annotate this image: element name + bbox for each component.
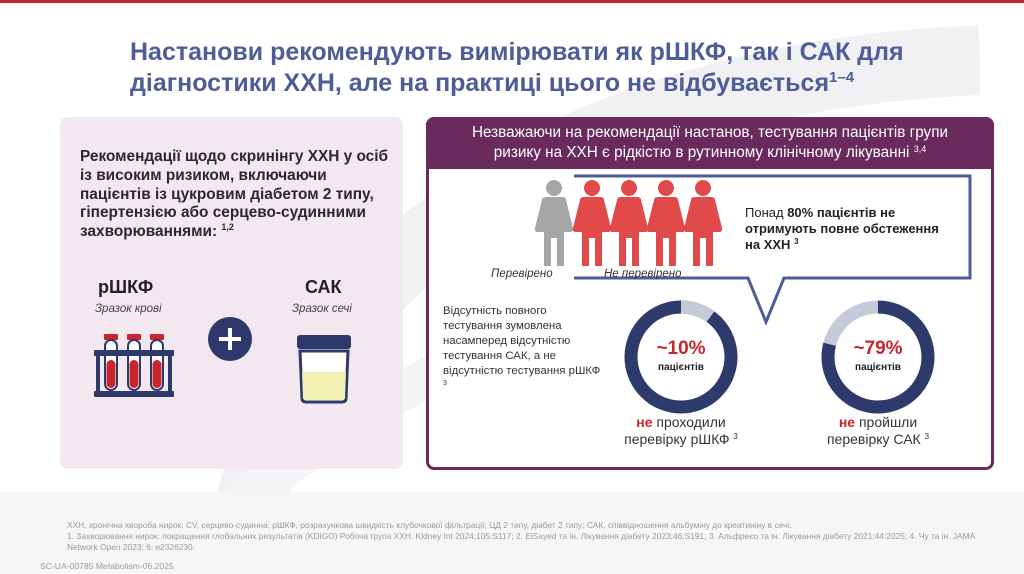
tested-person-icon (535, 180, 573, 266)
callout-bold: 80% пацієнтів не (787, 205, 896, 220)
screening-recommendation-text (80, 148, 390, 242)
uacr-result-superscript: 3 (924, 432, 930, 441)
uacr-result-text (778, 414, 978, 448)
top-accent-line (0, 0, 1024, 3)
title-superscript: 1–4 (829, 69, 855, 86)
blood-sample-label: Зразок крові (95, 303, 162, 315)
real-world-header-line-1: Незважаючи на рекомендації настанов, тестування пацієнтів групи (471, 124, 949, 141)
tested-label: Перевірено (491, 268, 553, 280)
uacr-ring-sub: пацієнтів (855, 362, 901, 373)
egfr-result-line2: перевірку рШКФ (624, 431, 730, 447)
real-world-header (426, 117, 994, 169)
egfr-result-text (581, 414, 781, 448)
patients-figures-icon (532, 176, 728, 270)
real-world-header-line-2: ризику на ХХН є рідкістю в рутинному клінічному лікуванні (493, 144, 910, 161)
blood-test-tubes-icon (92, 330, 176, 400)
real-world-header-superscript: 3,4 (913, 144, 927, 154)
uacr-label: САК (305, 277, 342, 297)
urine-sample-label: Зразок сечі (292, 303, 352, 315)
screening-text-body: Рекомендації щодо скринінгу ХХН у осіб із високим ризиком, включаючи пацієнтів із цукровим діабетом 2 типу, гіпертензією або серцево-судинними захворюваннями: (80, 148, 389, 241)
title-line-2: діагностики ХХН, але на практиці цього не відбувається (130, 69, 830, 97)
egfr-result-line1: проходили (656, 414, 726, 430)
explanation-body: Відсутність повного тестування зумовлена насамперед відсутністю тестування САК, а не відсутністю тестування рШКФ (443, 305, 601, 377)
callout-superscript: 3 (794, 237, 799, 246)
screening-text-superscript: 1,2 (221, 222, 234, 233)
uacr-result-negation: не (838, 414, 856, 430)
plus-icon (207, 316, 253, 362)
urine-container-icon (294, 332, 354, 404)
egfr-ring-sub: пацієнтів (658, 362, 704, 373)
callout-text (745, 205, 945, 253)
egfr-result-negation: не (636, 414, 653, 430)
title-line-1: Настанови рекомендують вимірювати як рШКФ, так і САК для (130, 38, 904, 66)
references-footnote: 1. Захворювання нирок: покращення глобальних результатів (KDIGO) Робоча група ХХН. Kidney Int 2024;105:S117; 2. ElSayed та ін. Лікування діабету 2023;46:S191; 3. Альфреєо та ін. Лікування діабету 2021;44:2025; 4. Чу та ін. JAMA Network Open 2023; 6: e2326230. (67, 531, 975, 552)
explanation-superscript: 3 (443, 380, 447, 387)
uacr-ring-percent: ~79% (853, 338, 903, 359)
egfr-result-superscript: 3 (733, 432, 738, 441)
not-tested-person-icon (573, 180, 722, 266)
egfr-ring-percent: ~10% (656, 338, 706, 359)
not-tested-label: Не перевірено (604, 268, 682, 280)
abbreviations-footnote: ХХН, хронічна хвороба нирок; CV, серцево-судинна; рШКФ, розрахункова швидкість клубочкової фільтрації; ЦД 2 типу, діабет 2 типу; САК, співвідношення альбуміну до креатиніну в сечі. (67, 520, 792, 530)
egfr-label: рШКФ (98, 277, 154, 297)
document-code: SC-UA-00785 Metabolism-06.2025 (40, 561, 174, 571)
explanation-text (443, 304, 605, 394)
uacr-result-line2: перевірку САК (826, 431, 921, 447)
uacr-result-line1: пройшли (858, 414, 918, 430)
callout-pre: Понад (745, 205, 784, 220)
page-title (130, 37, 1010, 99)
callout-rest: отримують повне обстеження на ХХН (745, 221, 939, 252)
